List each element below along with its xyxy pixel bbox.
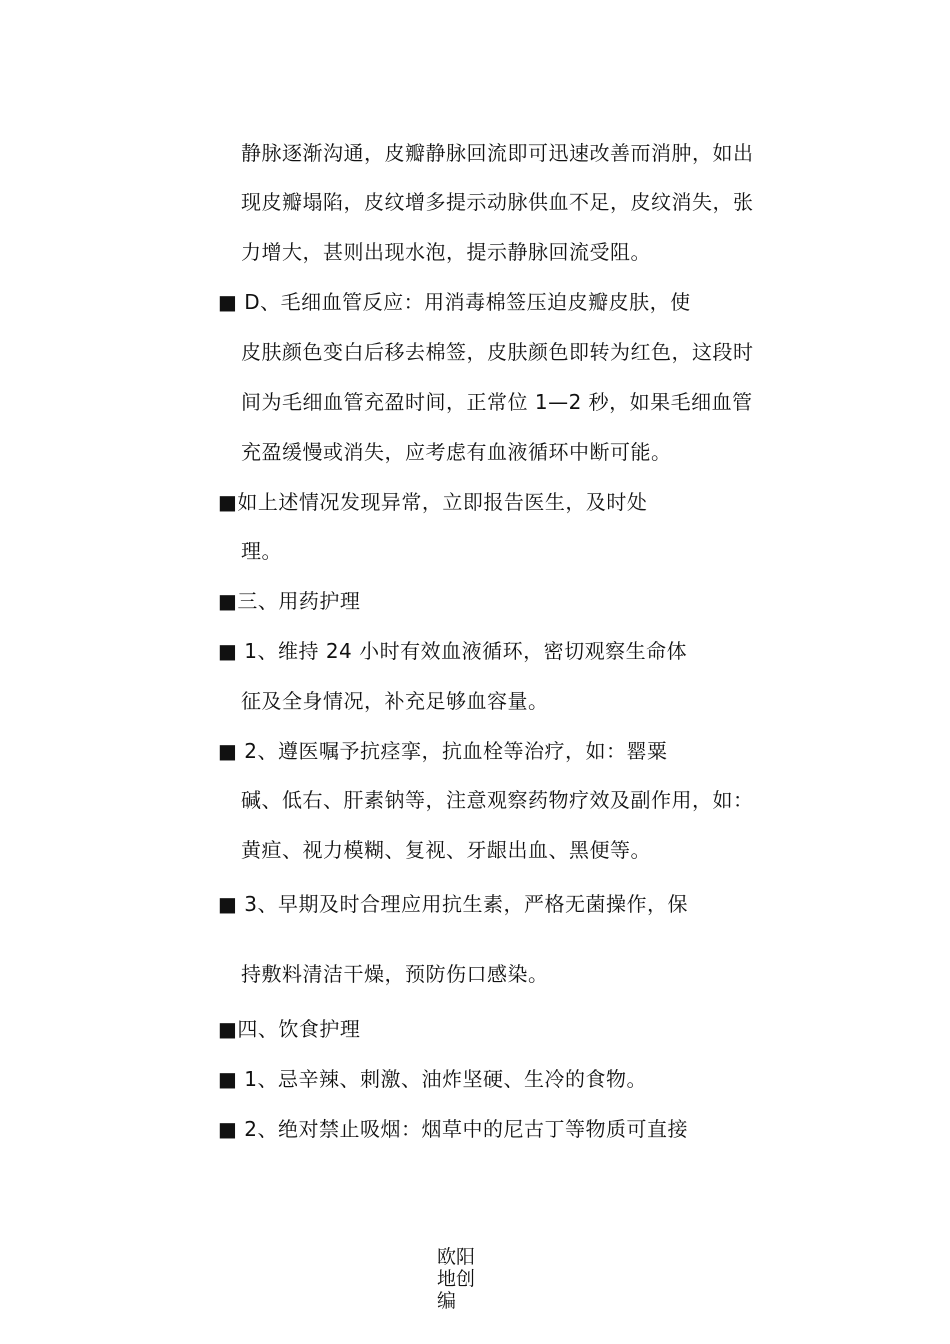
text-line: 皮肤颜色变白后移去棉签，皮肤颜色即转为红色，这段时 <box>241 340 754 364</box>
bullet-line: ■如上述情况发现异常，立即报告医生，及时处 <box>218 490 648 514</box>
text-line: 理。 <box>241 539 282 563</box>
bullet-line: ■ 2、遵医嘱予抗痉挛，抗血栓等治疗，如：罂粟 <box>218 739 668 763</box>
section-heading: ■四、饮食护理 <box>218 1017 361 1041</box>
text-line: 间为毛细血管充盈时间，正常位 1—2 秒，如果毛细血管 <box>241 390 753 414</box>
text-line: 黄疸、视力模糊、复视、牙龈出血、黑便等。 <box>241 838 651 862</box>
text-line: 静脉逐渐沟通，皮瓣静脉回流即可迅速改善而消肿，如出 <box>241 141 754 165</box>
text-line: 征及全身情况，补充足够血容量。 <box>241 689 549 713</box>
text-line: 充盈缓慢或消失，应考虑有血液循环中断可能。 <box>241 440 672 464</box>
section-heading: ■三、用药护理 <box>218 589 361 613</box>
bullet-line: ■ 1、维持 24 小时有效血液循环，密切观察生命体 <box>218 639 688 663</box>
bullet-line: ■ 3、早期及时合理应用抗生素，严格无菌操作，保 <box>218 892 688 916</box>
text-line: 碱、低右、肝素钠等，注意观察药物疗效及副作用，如： <box>241 788 754 812</box>
page-footer: 欧阳地创编 <box>437 1246 476 1312</box>
bullet-line: ■ 2、绝对禁止吸烟：烟草中的尼古丁等物质可直接 <box>218 1117 688 1141</box>
text-line: 力增大，甚则出现水泡，提示静脉回流受阻。 <box>241 240 651 264</box>
text-line: 现皮瓣塌陷，皮纹增多提示动脉供血不足，皮纹消失，张 <box>241 190 754 214</box>
bullet-line: ■ 1、忌辛辣、刺激、油炸坚硬、生冷的食物。 <box>218 1067 647 1091</box>
text-line: 持敷料清洁干燥，预防伤口感染。 <box>241 962 549 986</box>
bullet-line: ■ D、毛细血管反应：用消毒棉签压迫皮瓣皮肤，使 <box>218 290 691 314</box>
